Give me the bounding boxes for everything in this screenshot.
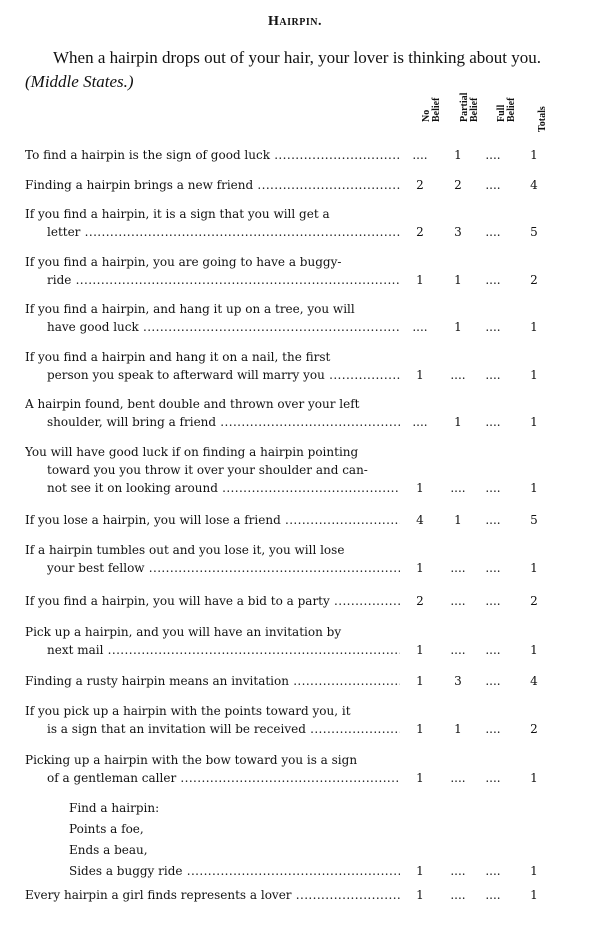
row-text: have good luck .....	[47, 318, 400, 336]
row-line	[25, 443, 590, 461]
totals-cell: 1	[530, 415, 538, 429]
row-line	[25, 641, 590, 659]
intro-text: When a hairpin drops out of your hair, your lover is thinking about you.	[53, 48, 541, 67]
row-text: Picking up a hairpin with the bow toward you is a sign	[25, 753, 358, 767]
row-line	[25, 461, 590, 479]
table-row	[25, 702, 590, 738]
table-row	[25, 672, 590, 690]
row-line	[25, 820, 590, 841]
column-header-totals: Totals	[537, 106, 548, 132]
row-text: Points a foe,	[69, 822, 144, 836]
totals-cell: 1	[530, 481, 538, 495]
row-line	[25, 751, 590, 769]
full-belief-cell: ....	[485, 771, 501, 785]
no-belief-cell: 1	[416, 481, 424, 495]
no-belief-cell: 1	[416, 771, 424, 785]
no-belief-cell: 1	[416, 561, 424, 575]
full-belief-cell: ....	[485, 561, 501, 575]
row-line	[25, 511, 590, 529]
column-header-full-belief: Full Belief	[496, 97, 517, 122]
full-belief-cell: ....	[485, 674, 501, 688]
row-line	[25, 300, 590, 318]
row-line	[25, 146, 590, 164]
row-line	[25, 479, 590, 497]
row-text: Every hairpin a girl finds represents a lover .....	[25, 886, 400, 904]
totals-cell: 2	[530, 722, 538, 736]
table-row	[25, 253, 590, 289]
full-belief-cell: ....	[485, 415, 501, 429]
partial-belief-cell: 1	[454, 148, 462, 162]
partial-belief-cell: ....	[450, 368, 466, 382]
table-row	[25, 799, 590, 883]
totals-cell: 5	[530, 225, 538, 239]
row-text: If you find a hairpin, it is a sign that you will get a	[25, 207, 330, 221]
no-belief-cell: 1	[416, 722, 424, 736]
totals-cell: 5	[530, 513, 538, 527]
row-line	[25, 223, 590, 241]
partial-belief-cell: 1	[454, 722, 462, 736]
full-belief-cell: ....	[485, 594, 501, 608]
row-text: not see it on looking around .....	[47, 479, 400, 497]
totals-cell: 1	[530, 320, 538, 334]
no-belief-cell: 2	[416, 178, 424, 192]
row-line	[25, 592, 590, 610]
partial-belief-cell: 1	[454, 415, 462, 429]
no-belief-cell: 1	[416, 888, 424, 902]
table-row	[25, 300, 590, 336]
table-row	[25, 886, 590, 904]
row-line	[25, 623, 590, 641]
full-belief-cell: ....	[485, 225, 501, 239]
totals-cell: 1	[530, 864, 538, 878]
no-belief-cell: ....	[412, 148, 428, 162]
partial-belief-cell: ....	[450, 888, 466, 902]
row-text: To find a hairpin is the sign of good luck .....	[25, 146, 400, 164]
totals-cell: 1	[530, 368, 538, 382]
table-row	[25, 623, 590, 659]
no-belief-cell: 2	[416, 225, 424, 239]
partial-belief-cell: 1	[454, 320, 462, 334]
full-belief-cell: ....	[485, 320, 501, 334]
table-row	[25, 511, 590, 529]
no-belief-cell: 1	[416, 273, 424, 287]
row-text: your best fellow .....	[47, 559, 400, 577]
no-belief-cell: 1	[416, 368, 424, 382]
partial-belief-cell: 2	[454, 178, 462, 192]
full-belief-cell: ....	[485, 722, 501, 736]
no-belief-cell: 1	[416, 674, 424, 688]
no-belief-cell: 1	[416, 643, 424, 657]
partial-belief-cell: ....	[450, 643, 466, 657]
full-belief-cell: ....	[485, 513, 501, 527]
partial-belief-cell: ....	[450, 481, 466, 495]
column-header-partial-belief: Partial Belief	[459, 92, 480, 122]
row-line	[25, 720, 590, 738]
totals-cell: 4	[530, 178, 538, 192]
full-belief-cell: ....	[485, 643, 501, 657]
totals-cell: 1	[530, 643, 538, 657]
row-line	[25, 395, 590, 413]
totals-cell: 1	[530, 888, 538, 902]
row-text: Ends a beau,	[69, 843, 148, 857]
table-row	[25, 395, 590, 431]
table-row	[25, 751, 590, 787]
row-text: of a gentleman caller .....	[47, 769, 400, 787]
totals-cell: 4	[530, 674, 538, 688]
row-line	[25, 366, 590, 384]
full-belief-cell: ....	[485, 273, 501, 287]
row-text: next mail .....	[47, 641, 400, 659]
row-text: Sides a buggy ride .....	[69, 862, 400, 880]
row-text: ride .....	[47, 271, 400, 289]
row-text: If a hairpin tumbles out and you lose it, you will lose	[25, 543, 345, 557]
table-row	[25, 592, 590, 610]
partial-belief-cell: 3	[454, 225, 462, 239]
no-belief-cell: 4	[416, 513, 424, 527]
row-line	[25, 176, 590, 194]
totals-cell: 2	[530, 594, 538, 608]
no-belief-cell: 1	[416, 864, 424, 878]
full-belief-cell: ....	[485, 148, 501, 162]
totals-cell: 1	[530, 771, 538, 785]
table-row	[25, 205, 590, 241]
partial-belief-cell: 1	[454, 273, 462, 287]
totals-cell: 2	[530, 273, 538, 287]
full-belief-cell: ....	[485, 481, 501, 495]
full-belief-cell: ....	[485, 368, 501, 382]
row-line	[25, 559, 590, 577]
row-line	[25, 253, 590, 271]
no-belief-cell: ....	[412, 415, 428, 429]
row-line	[25, 318, 590, 336]
row-line	[25, 205, 590, 223]
totals-cell: 1	[530, 561, 538, 575]
row-line	[25, 348, 590, 366]
row-text: letter .....	[47, 223, 400, 241]
totals-cell: 1	[530, 148, 538, 162]
no-belief-cell: 2	[416, 594, 424, 608]
row-text: If you find a hairpin, you are going to have a buggy-	[25, 255, 342, 269]
page-title: Hairpin.	[268, 14, 322, 29]
row-text: You will have good luck if on finding a hairpin pointing	[25, 445, 359, 459]
partial-belief-cell: ....	[450, 864, 466, 878]
row-text: If you find a hairpin and hang it on a nail, the first	[25, 350, 331, 364]
row-text: Pick up a hairpin, and you will have an invitation by	[25, 625, 342, 639]
row-text: If you pick up a hairpin with the points toward you, it	[25, 704, 351, 718]
row-line	[25, 413, 590, 431]
table-row	[25, 443, 590, 497]
table-row	[25, 348, 590, 384]
table-row	[25, 541, 590, 577]
row-line	[25, 271, 590, 289]
row-line	[25, 672, 590, 690]
column-header-no-belief: No Belief	[421, 97, 442, 122]
row-text: If you find a hairpin, and hang it up on a tree, you will	[25, 302, 355, 316]
full-belief-cell: ....	[485, 888, 501, 902]
row-text: Finding a rusty hairpin means an invitation .....	[25, 672, 400, 690]
row-text: Find a hairpin:	[69, 801, 160, 815]
row-text: Finding a hairpin brings a new friend .....	[25, 176, 400, 194]
partial-belief-cell: ....	[450, 771, 466, 785]
table-row	[25, 146, 590, 164]
row-text: If you find a hairpin, you will have a bid to a party .....	[25, 592, 400, 610]
row-text: person you speak to afterward will marry you .....	[47, 366, 400, 384]
row-line	[25, 799, 590, 820]
row-text: A hairpin found, bent double and thrown over your left	[25, 397, 360, 411]
row-line	[25, 841, 590, 862]
partial-belief-cell: 3	[454, 674, 462, 688]
row-text: toward you you throw it over your shoulder and can-	[47, 463, 368, 477]
partial-belief-cell: 1	[454, 513, 462, 527]
full-belief-cell: ....	[485, 178, 501, 192]
row-text: If you lose a hairpin, you will lose a friend .....	[25, 511, 400, 529]
row-line	[25, 702, 590, 720]
row-text: shoulder, will bring a friend .....	[47, 413, 400, 431]
row-line	[25, 862, 590, 883]
partial-belief-cell: ....	[450, 594, 466, 608]
partial-belief-cell: ....	[450, 561, 466, 575]
no-belief-cell: ....	[412, 320, 428, 334]
full-belief-cell: ....	[485, 864, 501, 878]
row-line	[25, 769, 590, 787]
intro-source: (Middle States.)	[25, 72, 134, 91]
row-line	[25, 886, 590, 904]
table-row	[25, 176, 590, 194]
row-line	[25, 541, 590, 559]
row-text: is a sign that an invitation will be received .....	[47, 720, 400, 738]
